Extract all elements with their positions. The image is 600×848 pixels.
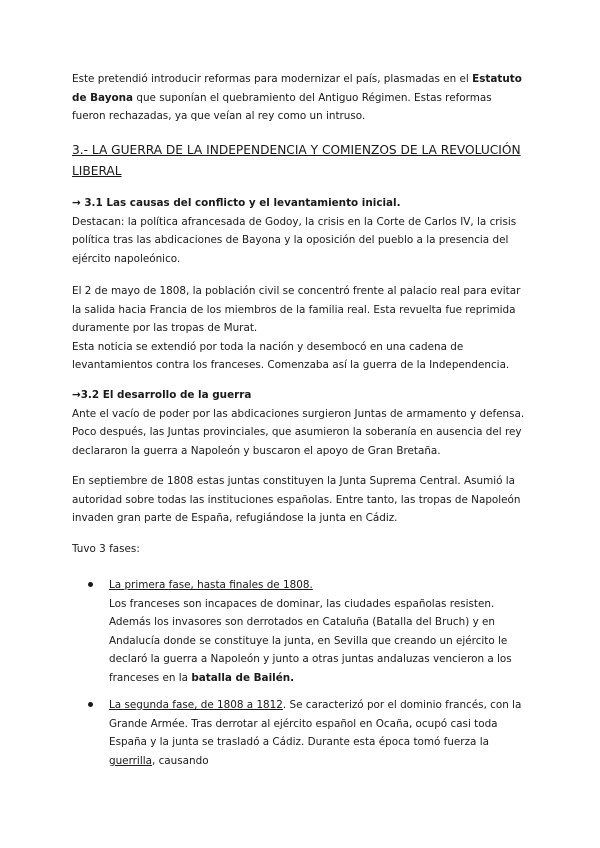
bullet-icon — [88, 702, 93, 707]
section-heading: 3.- LA GUERRA DE LA INDEPENDENCIA Y COMIENZOS DE LA REVOLUCIÓN LIBERAL — [72, 143, 521, 178]
list-item — [88, 696, 528, 776]
subsection-title-3-1: → 3.1 Las causas del conflicto y el levantamiento inicial. — [72, 197, 401, 209]
phase-2 — [109, 696, 529, 770]
intro-text-2: que suponían el quebramiento del Antiguo Régimen. Estas reformas fueron rechazadas, ya que veían al rey como un intruso. — [72, 91, 492, 123]
section-3-1 — [72, 194, 528, 268]
phase-2-tail: , causando — [151, 754, 209, 767]
paragraph-2-mayo-text: El 2 de mayo de 1808, la población civil se concentró frente al palacio real para evitar la salida hacia Francia de los miembros de la familia real. Esta revuelta fue reprimida duramente por las tropas de Murat. — [72, 285, 521, 335]
paragraph-fases-intro: Tuvo 3 fases: — [72, 543, 140, 555]
estatuto-bayona: Estatuto de Bayona — [72, 73, 522, 104]
intro-text: Este pretendió introducir reformas para modernizar el país, plasmadas en el — [72, 73, 473, 85]
bullet-icon — [88, 582, 93, 587]
paragraph-junta-suprema: En septiembre de 1808 estas juntas constituyen la Junta Suprema Central. Asumió la autoridad sobre todas las instituciones españolas. Entre tanto, las tropas de Napoleón invaden gran parte de España, refugiándose la junta en Cádiz. — [72, 475, 521, 525]
paragraph-2-mayo — [72, 282, 528, 375]
subsection-title-3-2: →3.2 El desarrollo de la guerra — [72, 389, 252, 401]
list-item — [88, 576, 528, 686]
phase-1-text: Los franceses son incapaces de dominar, las ciudades españolas resisten. Además los invasores son derrotados en Cataluña (Batalla del Bruch) y en Andalucía donde se constituye la junta, en Sevilla que creando un ejército le declaró la guerra a Napoleón y junto a otras juntas andaluzas vencieron a los franceses en la — [109, 597, 512, 684]
phase-2-heading: La segunda fase, de 1808 a 1812 — [109, 699, 283, 711]
guerrilla-term: guerrilla — [109, 754, 152, 767]
phase-1 — [109, 576, 529, 688]
batalla-bailen: batalla de Bailén. — [191, 671, 295, 684]
phase-2-text: . Se caracterizó por el dominio francés, con la Grande Armée. Tras derrotar al ejército español en Ocaña, ocupó casi toda España y la junta se trasladó a Cádiz. Durante esta época tomó fuerza la — [109, 699, 522, 749]
section-3-2 — [72, 386, 528, 460]
phase-1-heading: La primera fase, hasta finales de 1808. — [109, 579, 313, 591]
paragraph-juntas: Ante el vacío de poder por las abdicaciones surgieron Juntas de armamento y defensa. Poco después, las Juntas provinciales, que asumieron la soberanía en ausencia del rey declararon la guerra a Napoleón y buscaron el apoyo de Gran Bretaña. — [72, 407, 525, 457]
intro-paragraph — [72, 70, 528, 126]
paragraph-levantamientos: Esta noticia se extendió por toda la nación y desembocó en una cadena de levantamientos contra los franceses. Comenzaba así la guerra de la Independencia. — [72, 340, 510, 372]
paragraph-causes: Destacan: la política afrancesada de Godoy, la crisis en la Corte de Carlos IV, la crisis política tras las abdicaciones de Bayona y la oposición del pueblo a la presencia del ejército napoleónico. — [72, 215, 517, 265]
